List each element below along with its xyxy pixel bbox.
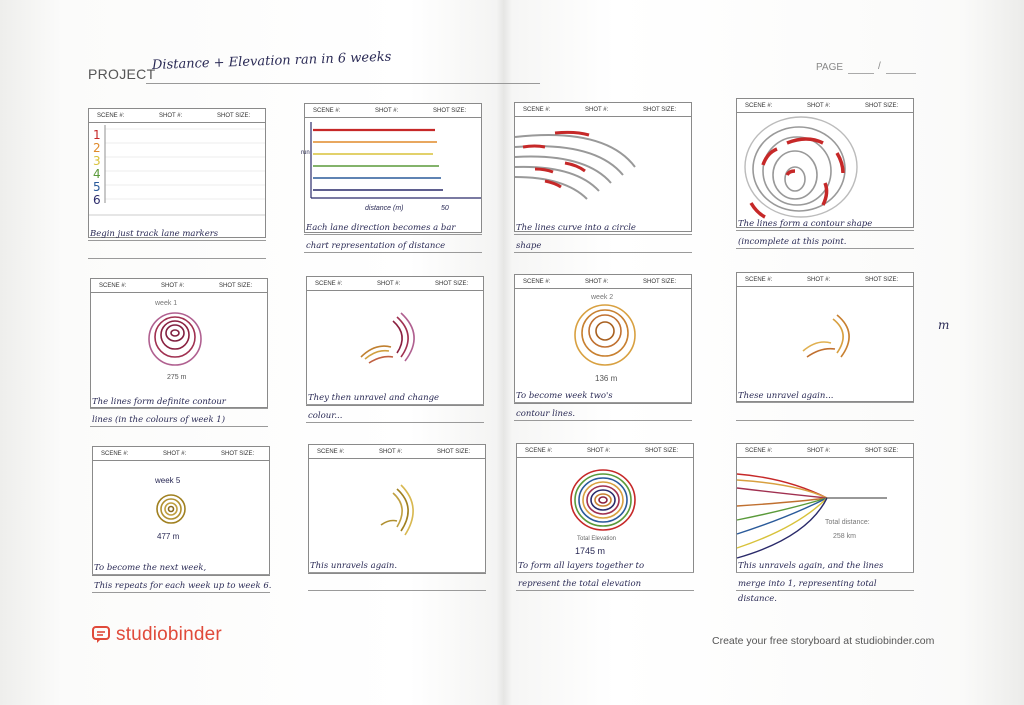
scene-label: SCENE #: [745,277,773,283]
panel-7-week2-contours [515,289,691,403]
shot-label: SHOT #: [585,279,609,285]
caption-text: To become week two's [516,391,613,401]
scene-label: SCENE #: [523,107,551,113]
caption-text: These unravel again... [738,391,834,401]
brand-name: studiobinder [116,624,222,645]
panel-11-total-elevation [517,458,693,572]
page-number-line [848,73,874,74]
shot-size-label: SHOT SIZE: [643,279,677,285]
elevation-label: 1745 m [575,546,606,556]
project-field [88,49,540,84]
panel-header [93,447,269,461]
storyboard-panel-9 [92,446,270,576]
scene-label: SCENE #: [99,283,127,289]
scene-label: SCENE #: [745,103,773,109]
caption-text: distance. [738,594,777,604]
lane-number: 5 [93,180,101,194]
caption-text: This unravels again, and the lines [738,561,884,571]
caption-text: The lines form definite contour [92,397,226,407]
panel-header [517,444,693,458]
caption-line [736,248,914,249]
week-label: week 1 [155,300,178,307]
caption-line [306,422,484,423]
caption-line [88,258,266,259]
caption-line [308,590,486,591]
shot-size-label: SHOT SIZE: [219,283,253,289]
page-field [816,62,926,78]
shot-label: SHOT #: [375,108,399,114]
shot-label: SHOT #: [807,103,831,109]
caption-text: colour... [308,411,343,421]
caption-line [304,252,482,253]
shot-size-label: SHOT SIZE: [221,451,255,457]
caption-line [514,252,692,253]
shot-size-label: SHOT SIZE: [865,103,899,109]
project-underline [146,83,540,84]
panel-header [737,444,913,458]
caption-line [736,402,914,403]
shot-size-label: SHOT SIZE: [435,281,469,287]
shot-size-label: SHOT SIZE: [437,449,471,455]
shot-size-label: SHOT SIZE: [865,448,899,454]
caption-text: merge into 1, representing total [738,579,877,589]
total-elevation-label: Total Elevation [577,536,617,542]
caption-text: Begin just track lane markers [90,229,219,239]
storyboard-panel-7 [514,274,692,404]
x-axis-value: 50 [441,205,449,212]
margin-note: m [938,318,950,332]
shot-size-label: SHOT SIZE: [217,113,251,119]
panel-9-week5-contours [93,461,269,575]
panel-12-merge-sketch [737,458,913,572]
week-label: week 2 [591,294,614,301]
elevation-label: 477 m [157,532,180,541]
caption-panel-2 [304,222,482,266]
page-label: PAGE [816,62,844,73]
elevation-label: 275 m [167,374,187,381]
caption-panel-5 [90,396,268,440]
caption-line [736,230,914,231]
panel-header [91,279,267,293]
x-axis-label: distance (m) [365,205,404,212]
caption-line [88,240,266,241]
shot-label: SHOT #: [159,113,183,119]
caption-panel-9 [92,562,270,606]
lane-number: 6 [93,193,101,207]
storyboard-panel-3 [514,102,692,232]
scene-label: SCENE #: [317,449,345,455]
page-slash: / [878,61,881,72]
caption-text: chart representation of distance [306,241,446,251]
caption-line [90,408,268,409]
caption-line [736,572,914,573]
panel-header [515,275,691,289]
caption-panel-4 [736,218,914,262]
total-distance-label: Total distance: [825,519,870,526]
storyboard-panel-11 [516,443,694,573]
panel-header [515,103,691,117]
storyboard-panel-10 [308,444,486,574]
caption-text: The lines curve into a circle [516,223,636,233]
caption-panel-3 [514,222,692,266]
caption-line [90,426,268,427]
caption-panel-12 [736,560,914,604]
shot-label: SHOT #: [807,277,831,283]
shot-label: SHOT #: [161,283,185,289]
storyboard-panel-1 [88,108,266,238]
caption-line [736,590,914,591]
caption-panel-11 [516,560,694,604]
storyboard-panel-5 [90,278,268,408]
panel-header [307,277,483,291]
elevation-label: 136 m [595,374,618,383]
scene-label: SCENE #: [525,448,553,454]
lane-number: 3 [93,154,101,168]
shot-size-label: SHOT SIZE: [865,277,899,283]
panel-8-unravel-sketch [737,287,913,401]
storyboard-panel-6 [306,276,484,406]
y-axis-label: run [301,150,310,156]
caption-line [514,234,692,235]
caption-line [516,590,694,591]
shot-size-label: SHOT SIZE: [645,448,679,454]
project-value: Distance + Elevation ran in 6 weeks [151,49,392,73]
shot-label: SHOT #: [587,448,611,454]
caption-line [514,402,692,403]
panel-header [309,445,485,459]
scene-label: SCENE #: [315,281,343,287]
caption-line [514,420,692,421]
caption-text: This unravels again. [310,561,398,571]
caption-line [308,572,486,573]
panel-6-unravel-sketch [307,291,483,405]
caption-text: (incomplete at this point. [738,237,847,247]
panel-5-week1-contours [91,293,267,407]
shot-label: SHOT #: [379,449,403,455]
caption-line [92,592,270,593]
caption-text: To become the next week, [94,563,207,573]
project-label: PROJECT [88,66,156,82]
panel-1-sketch [89,123,265,237]
caption-panel-1 [88,228,266,272]
panel-header [305,104,481,118]
caption-panel-8 [736,390,914,434]
panel-header [89,109,265,123]
week-label: week 5 [155,476,181,485]
shot-size-label: SHOT SIZE: [643,107,677,113]
caption-text: contour lines. [516,409,576,419]
caption-line [304,234,482,235]
shot-label: SHOT #: [377,281,401,287]
storyboard-panel-2 [301,103,482,233]
caption-text: lines (in the colours of week 1) [92,415,226,425]
scene-label: SCENE #: [101,451,129,457]
chat-bubble-icon [92,626,110,644]
panel-2-bar-sketch [301,118,481,232]
shot-size-label: SHOT SIZE: [433,108,467,114]
caption-panel-10 [308,560,486,604]
lane-number: 4 [93,167,101,181]
scene-label: SCENE #: [523,279,551,285]
storyboard-panel-8 [736,272,914,402]
caption-text: To form all layers together to [518,561,645,571]
caption-text: They then unravel and change [308,393,440,403]
shot-label: SHOT #: [807,448,831,454]
caption-line [736,420,914,421]
lane-number: 2 [93,141,101,155]
panel-header [737,273,913,287]
caption-text: Each lane direction becomes a bar [306,223,456,233]
page-total-line [886,73,916,74]
lane-number: 1 [93,128,101,142]
panel-10-unravel-sketch [309,459,485,573]
caption-text: This repeats for each week up to week 6. [94,581,272,591]
total-distance-value: 258 km [833,533,856,540]
panel-4-contour-sketch [737,113,913,227]
caption-text: shape [516,241,542,251]
caption-panel-7 [514,390,692,434]
storyboard-panel-12 [736,443,914,573]
caption-line [306,404,484,405]
caption-text: The lines form a contour shape [738,219,873,229]
caption-panel-6 [306,392,484,436]
panel-3-curve-sketch [515,117,691,231]
scene-label: SCENE #: [313,108,341,114]
scene-label: SCENE #: [97,113,125,119]
caption-text: represent the total elevation [518,579,642,589]
panel-header [737,99,913,113]
footer-cta-link[interactable]: Create your free storyboard at studiobinder.com [712,635,935,647]
storyboard-panel-4 [736,98,914,228]
shot-label: SHOT #: [585,107,609,113]
scene-label: SCENE #: [745,448,773,454]
shot-label: SHOT #: [163,451,187,457]
caption-line [92,574,270,575]
caption-line [516,572,694,573]
